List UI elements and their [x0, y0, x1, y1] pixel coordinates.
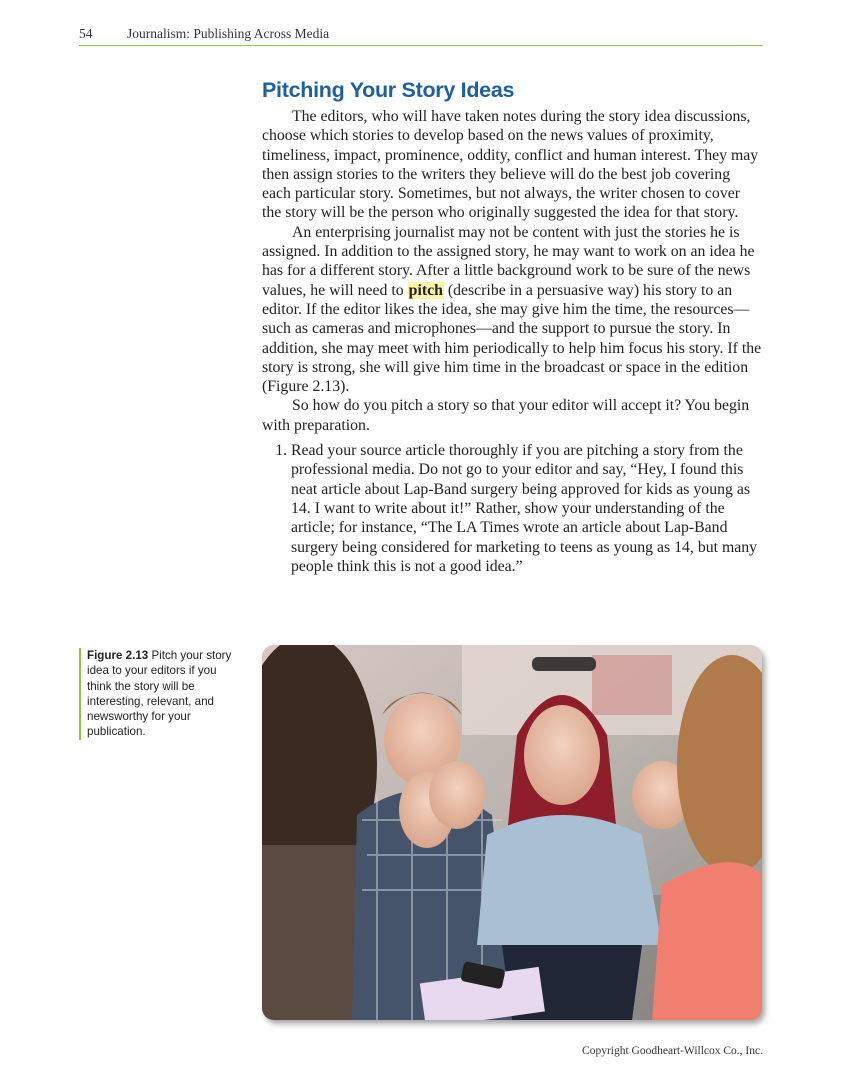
- paragraph-2: [262, 223, 762, 397]
- woman-denim-shirt: [477, 815, 662, 945]
- figure-label: Figure 2.13: [87, 649, 149, 662]
- list-item: 1. Read your source article thoroughly if you are pitching a story from the professional media. Do not go to your editor and say, “Hey, I found this neat article about Lap-Band surgery being approved for kids as young as 14. I want to write about it!” Rather, show your understanding of the article; for instance, “The LA Times wrote an article about Lap-Band surgery being considered for marketing to teens as young as 14, but many people think this is not a good idea.”: [291, 441, 762, 576]
- sunglasses-icon: [532, 657, 596, 671]
- paragraph-2-part-1: An enterprising journalist may not be content with just the stories he is assigned. In addition to the assigned story, he may want to work on an idea he has for a different story. After a little background work to be sure of the news values, he will need to: [262, 223, 755, 299]
- running-head: [79, 26, 763, 42]
- paragraph-3: So how do you pitch a story so that your editor will accept it? You begin with preparation.: [262, 397, 750, 434]
- paragraph-2-part-2: (describe in a persuasive way) his story to an editor. If the editor likes the idea, she may give him the time, the resources—such as cameras and microphones—and the support to pursue the story. In addition, she may meet with him periodically to help him focus his story. If the story is strong, she will give him time in the broadcast or space in the edition (Figure 2.13).: [262, 281, 762, 396]
- header-rule: [79, 45, 763, 46]
- copyright: Copyright Goodheart-Willcox Co., Inc.: [582, 1045, 763, 1057]
- figure-caption: [79, 648, 237, 740]
- figure-caption-text: Pitch your story idea to your editors if you think the story will be interesting, relevant, and newsworthy for your publication.: [87, 649, 232, 739]
- section-title: Pitching Your Story Ideas: [262, 78, 515, 102]
- woman-face: [524, 705, 600, 805]
- key-term-pitch: pitch: [408, 281, 443, 299]
- hand-left: [429, 761, 485, 829]
- page-number: 54: [79, 26, 93, 41]
- group-discussion-photo: [262, 645, 762, 1020]
- main-text-column: [262, 78, 762, 576]
- figure-photo: [262, 645, 762, 1020]
- book-title: Journalism: Publishing Across Media: [127, 26, 330, 41]
- paragraph-1: The editors, who will have taken notes during the story idea discussions, choose which stories to develop based on the news values of proximity, timeliness, impact, prominence, oddity, conflict and human interest. They may then assign stories to the writers they believe will do the best job covering each particular story. Sometimes, but not always, the writer chosen to cover the story will be the person who originally suggested the idea for that story.: [262, 108, 759, 222]
- steps-list: [262, 441, 762, 576]
- pink-shirt: [652, 862, 762, 1020]
